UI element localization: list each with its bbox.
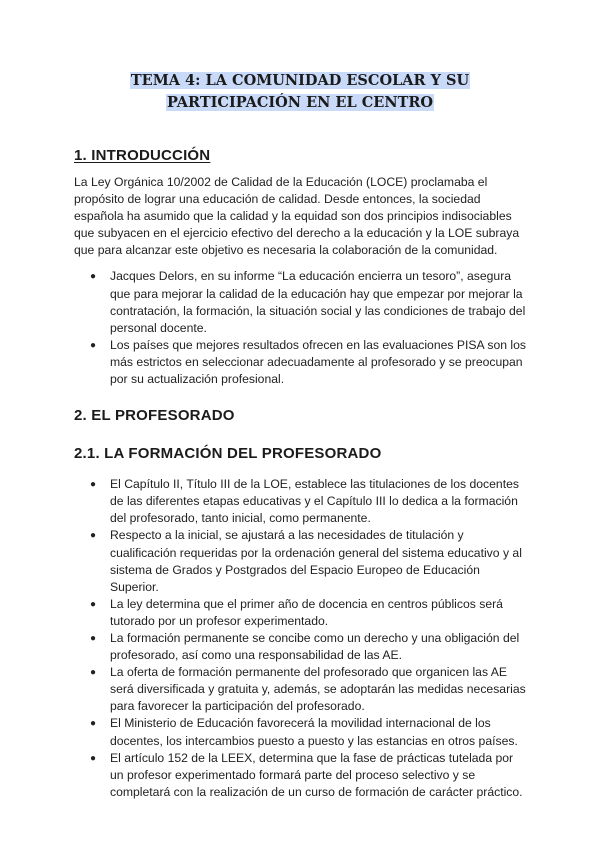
list-item: ● La oferta de formación permanente del profesorado que organicen las AE será diversificada y gratuita y, además, se adoptarán las medidas necesarias para favorecer la participación del profesorado.	[90, 665, 526, 714]
title-line-1: TEMA 4: LA COMUNIDAD ESCOLAR Y SU	[130, 72, 470, 89]
intro-paragraph: La Ley Orgánica 10/2002 de Calidad de la Educación (LOCE) proclamaba el propósito de lograr una educación de calidad. Desde entonces, la sociedad española ha asumido que la calidad y la equidad son dos principios indisociables que subyacen en el ejercicio efectivo del derecho a la educación y la LOE subraya que para alcanzar este objetivo es necesaria la colaboración de la comunidad.	[74, 175, 520, 258]
intro-bullet-list	[74, 268, 526, 388]
bullet-icon: ●	[90, 271, 97, 283]
list-item: ● Los países que mejores resultados ofrecen en las evaluaciones PISA son los más estrictos en seleccionar adecuadamente al profesorado y se preocupan por su actualización profesional.	[90, 337, 526, 387]
list-item: ● La ley determina que el primer año de docencia en centros públicos será tutorado por un profesor experimentado.	[90, 596, 503, 628]
bullet-icon: ●	[90, 530, 97, 542]
formation-bullet-list	[74, 476, 526, 801]
bullet-icon: ●	[90, 479, 97, 491]
list-item: ● El Ministerio de Educación favorecerá la movilidad internacional de los docentes, los intercambios puesto a puesto y las estancias en otros países.	[90, 716, 518, 748]
list-item: ● El Capítulo II, Título III de la LOE, establece las titulaciones de los docentes de las diferentes etapas educativas y el Capítulo III lo dedica a la formación del profesorado, tanto inicial, como permanente.	[90, 477, 519, 526]
bullet-icon: ●	[90, 752, 97, 764]
list-item: ● El artículo 152 de la LEEX, determina que la fase de prácticas tutelada por un profesor experimentado formará parte del proceso selectivo y se completará con la realización de un curso de formación de carácter práctico.	[90, 750, 523, 799]
section-1-heading: 1. INTRODUCCIÓN	[74, 147, 211, 164]
title-line-2: PARTICIPACIÓN EN EL CENTRO	[166, 94, 434, 111]
bullet-icon: ●	[90, 667, 97, 679]
list-item: ● Jacques Delors, en su informe “La educación encierra un tesoro”, asegura que para mejorar la calidad de la educación hay que empezar por mejorar la contratación, la formación, la situación social y las condiciones de trabajo del personal docente.	[90, 269, 526, 335]
document-title	[74, 70, 526, 114]
list-item: ● Respecto a la inicial, se ajustará a las necesidades de titulación y cualificación requeridas por la ordenación general del sistema educativo y al sistema de Grados y Postgrados del Espacio Europeo de Educación Superior.	[90, 528, 522, 594]
bullet-icon: ●	[90, 632, 97, 644]
bullet-icon: ●	[90, 598, 97, 610]
bullet-icon: ●	[90, 339, 97, 351]
bullet-icon: ●	[90, 718, 97, 730]
list-item: ● La formación permanente se concibe como un derecho y una obligación del profesorado, así como una responsabilidad de las AE.	[90, 630, 520, 663]
section-2-heading: 2. EL PROFESORADO	[74, 407, 235, 425]
section-2-1-heading: 2.1. LA FORMACIÓN DEL PROFESORADO	[74, 445, 382, 463]
